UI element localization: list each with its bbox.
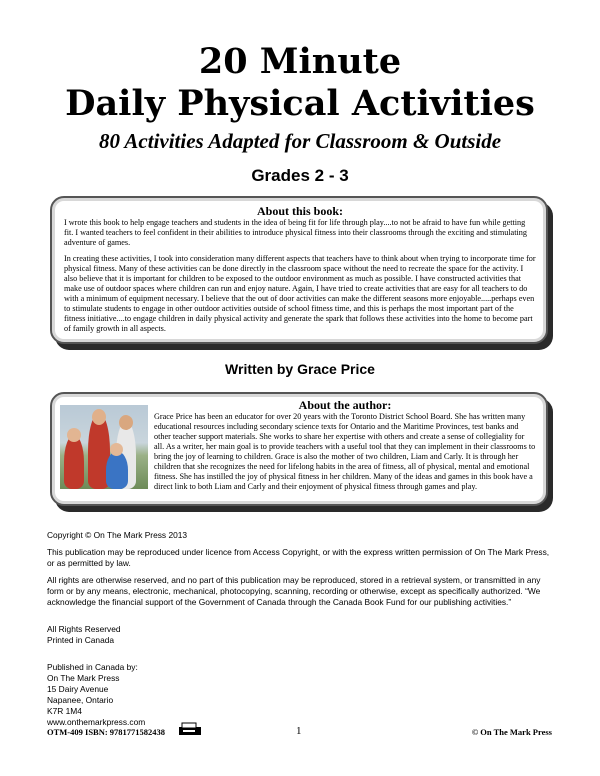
printed-in: Printed in Canada xyxy=(47,635,115,645)
grades-label: Grades 2 - 3 xyxy=(251,166,349,185)
footer-copyright: © On The Mark Press xyxy=(471,727,552,737)
subtitle: 80 Activities Adapted for Classroom & Outside xyxy=(98,129,502,153)
rights-text: All rights are otherwise reserved, and no part of this publication may be reproduced, stored in a retrieval system, or transmitted in any form or by any means, electronic, mechanical, photocopying, scanning, recording or otherwise, except as specifically authorized. “We acknowledge the financial support of the Government of Canada through the Canada Book Fund for our publishing activities.” xyxy=(47,575,541,607)
written-by: Written by Grace Price xyxy=(225,361,375,377)
author-family-photo xyxy=(60,405,148,489)
about-author-heading: About the author: xyxy=(298,398,392,412)
about-author-box xyxy=(50,392,548,506)
website-link[interactable]: www.onthemarkpress.com xyxy=(47,717,146,727)
about-book-box xyxy=(50,196,548,344)
postal-code: K7R 1M4 xyxy=(47,706,82,716)
published-by: Published in Canada by: xyxy=(47,662,138,672)
licence-text: This publication may be reproduced under licence from Access Copyright, or with the express written permission of On The Mark Press, or as permitted by law. xyxy=(47,547,550,568)
about-book-heading: About this book: xyxy=(256,204,344,218)
all-rights-reserved: All Rights Reserved xyxy=(47,624,121,634)
page-number: 1 xyxy=(296,725,302,737)
title-line-2: Daily Physical Activities xyxy=(65,83,535,124)
address-street: 15 Dairy Avenue xyxy=(47,684,109,694)
page-footer xyxy=(0,727,600,741)
title-line-1: 20 Minute xyxy=(198,41,402,82)
about-book-paragraph-1: I wrote this book to help engage teachers and students in the idea of being fit for life through play....to not be afraid to have fun while getting fit. I wanted teachers to feel confident in their abilities to introduce physical fitness into their classrooms through the exciting and stimulating adventure of games. xyxy=(64,218,527,247)
publisher-name: On The Mark Press xyxy=(47,673,120,683)
copyright-line: Copyright © On The Mark Press 2013 xyxy=(47,530,188,540)
address-city: Napanee, Ontario xyxy=(47,695,114,705)
footer-product-code: OTM-409 ISBN: 9781771582438 xyxy=(47,727,166,737)
about-author-text: Grace Price has been an educator for over 20 years with the Toronto District School Board. She has written many educational resources including secondary science texts for Ontario and the Maritime Provinces, test banks and other teacher support materials. She works to share her expertise with others and create a sense of collegiality for all. As a writer, her main goal is to provide teachers with a useful tool that they can implement in their classrooms to bring the joy of learning to children. Grace is also the mother of two children, Liam and Carly. It is through her children that she recognizes the need for lifelong habits in the area of fitness, all of physical, mental and emotional fitness. She has instilled the joy of physical fitness in her children. Many of the ideas and games in this book have a direct link to both Liam and Carly and their enjoyment of physical fitness through games and play. xyxy=(154,412,536,491)
about-book-paragraph-2: In creating these activities, I took into consideration many different aspects that teachers have to think about when trying to incorporate time for physical fitness. Many of these activities can be done directly in the classroom space without the need to recreate the space for the activity. I also believe that it is important for children to be exposed to the outdoor environment as much as possible. I have constructed activities that make use of outdoor spaces where children can run and enjoy nature. Again, I have tried to create activities that are easy for all teachers to do with a minimum of equipment necessary. I believe that the out of door activities can make the different seasons more enjoyable.....perhaps even to stimulate students to engage in other outdoor activities outside of school fitness time, and this is perhaps the most important part of the fitness initiative....to engage children in daily physical activity and generate the spark that follows these activities into the home to become part of family growth in all aspects. xyxy=(64,254,536,333)
